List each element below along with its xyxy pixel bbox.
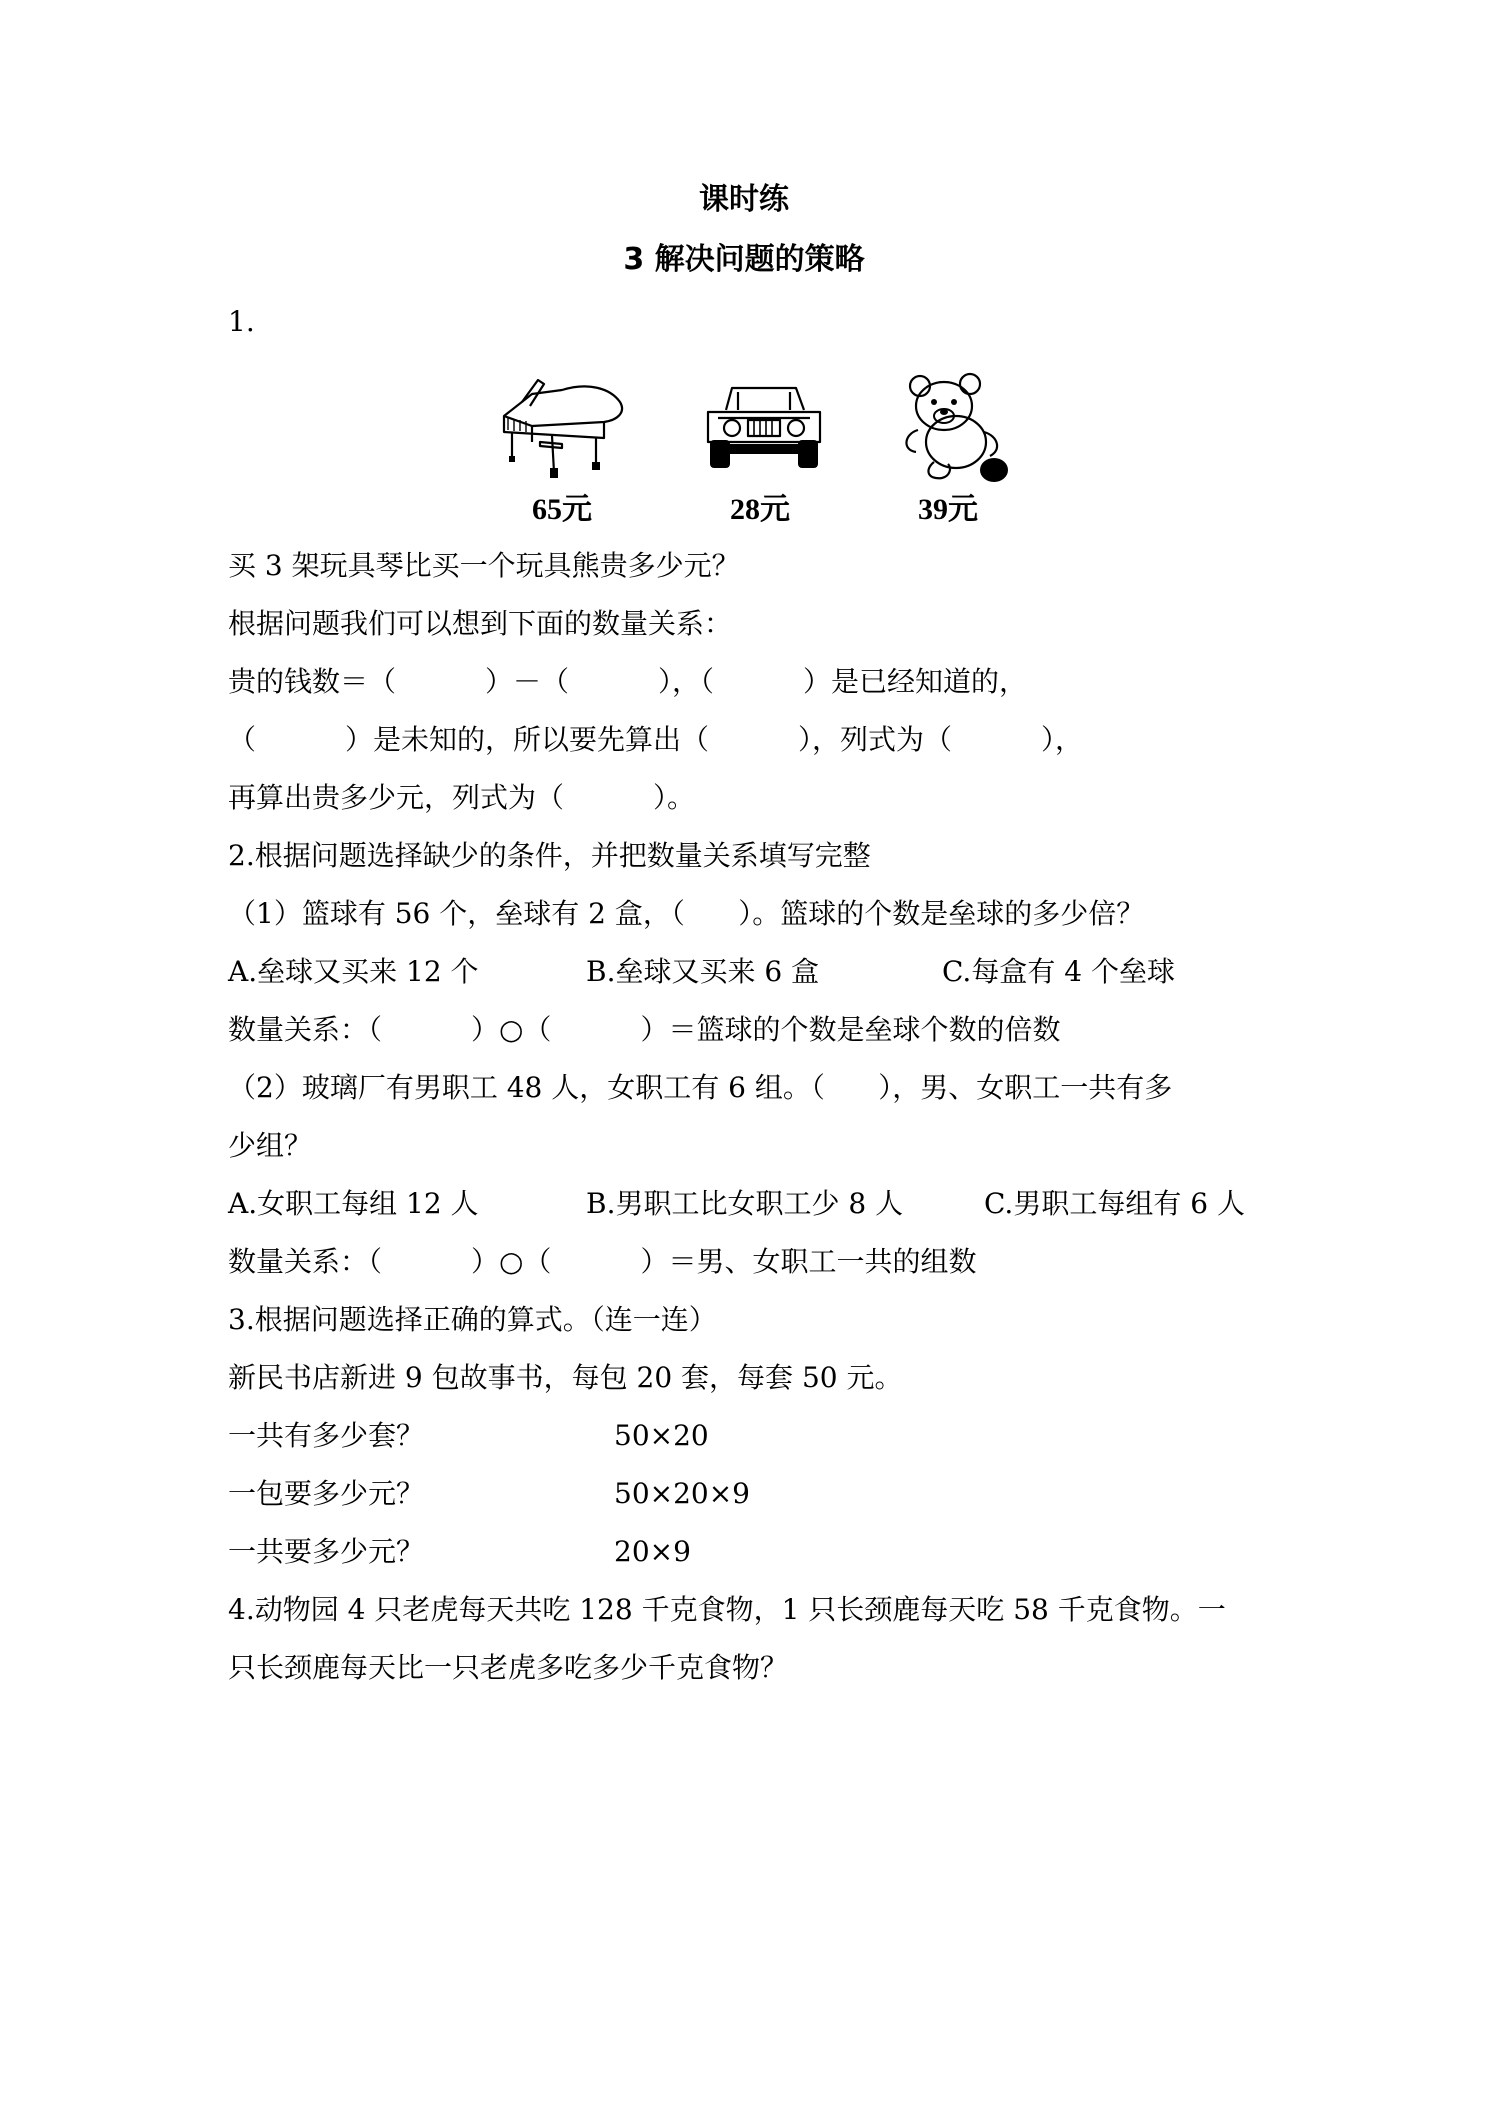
q1-question: 买 3 架玩具琴比买一个玩具熊贵多少元？ <box>228 549 740 582</box>
q3-formula-2: 50×20×9 <box>614 1477 750 1510</box>
piano-price: 65元 <box>532 493 592 526</box>
q1-relation-line-3: 再算出贵多少元，列式为（ ）。 <box>228 781 696 814</box>
lesson-subtitle: 3 解决问题的策略 <box>623 242 865 277</box>
jeep-icon <box>698 380 830 476</box>
q3-question-3: 一共要多少元？ <box>228 1535 425 1568</box>
q2-part1-stem: （1）篮球有 56 个，垒球有 2 盒，（ ）。篮球的个数是垒球的多少倍？ <box>228 897 1145 930</box>
q3-formula-1: 50×20 <box>614 1419 709 1452</box>
q2-heading: 2.根据问题选择缺少的条件，并把数量关系填写完整 <box>228 839 871 872</box>
q3-question-1: 一共有多少套？ <box>228 1419 425 1452</box>
bear-price: 39元 <box>918 493 978 526</box>
q2-part2-stem-line-1: （2）玻璃厂有男职工 48 人，女职工有 6 组。（ ），男、女职工一共有多 <box>228 1071 1173 1104</box>
q2-part2-relation: 数量关系：（ ）○（ ）＝男、女职工一共的组数 <box>228 1245 977 1278</box>
q3-question-2: 一包要多少元？ <box>228 1477 425 1510</box>
jeep-price: 28元 <box>730 493 790 526</box>
teddy-bear-icon <box>898 370 1008 486</box>
q2-part1-relation: 数量关系：（ ）○（ ）＝篮球的个数是垒球个数的倍数 <box>228 1013 1061 1046</box>
q2-part2-option-c: C.男职工每组有 6 人 <box>984 1187 1245 1220</box>
q4-line-1: 4.动物园 4 只老虎每天共吃 128 千克食物，1 只长颈鹿每天吃 58 千克食物。一 <box>228 1593 1226 1626</box>
q3-heading: 3.根据问题选择正确的算式。（连一连） <box>228 1303 717 1336</box>
piano-icon <box>492 372 630 484</box>
q3-context: 新民书店新进 9 包故事书，每包 20 套，每套 50 元。 <box>228 1361 903 1394</box>
q2-part1-option-b: B.垒球又买来 6 盒 <box>586 955 820 988</box>
q4-line-2: 只长颈鹿每天比一只老虎多吃多少千克食物？ <box>228 1651 789 1684</box>
page-title: 课时练 <box>699 182 789 217</box>
q1-relation-line-1: 贵的钱数＝（ ）－（ ），（ ）是已经知道的， <box>228 665 1028 698</box>
q2-part1-option-a: A.垒球又买来 12 个 <box>228 955 479 988</box>
q2-part2-option-a: A.女职工每组 12 人 <box>228 1187 479 1220</box>
q2-part2-stem-line-2: 少组？ <box>228 1129 313 1162</box>
q2-part2-option-b: B.男职工比女职工少 8 人 <box>586 1187 904 1220</box>
q2-part1-option-c: C.每盒有 4 个垒球 <box>942 955 1175 988</box>
q1-intro: 根据问题我们可以想到下面的数量关系： <box>228 607 733 640</box>
q1-relation-line-2: （ ）是未知的，所以要先算出（ ），列式为（ ）， <box>228 723 1084 756</box>
q3-formula-3: 20×9 <box>614 1535 691 1568</box>
q1-number: 1. <box>228 305 255 338</box>
